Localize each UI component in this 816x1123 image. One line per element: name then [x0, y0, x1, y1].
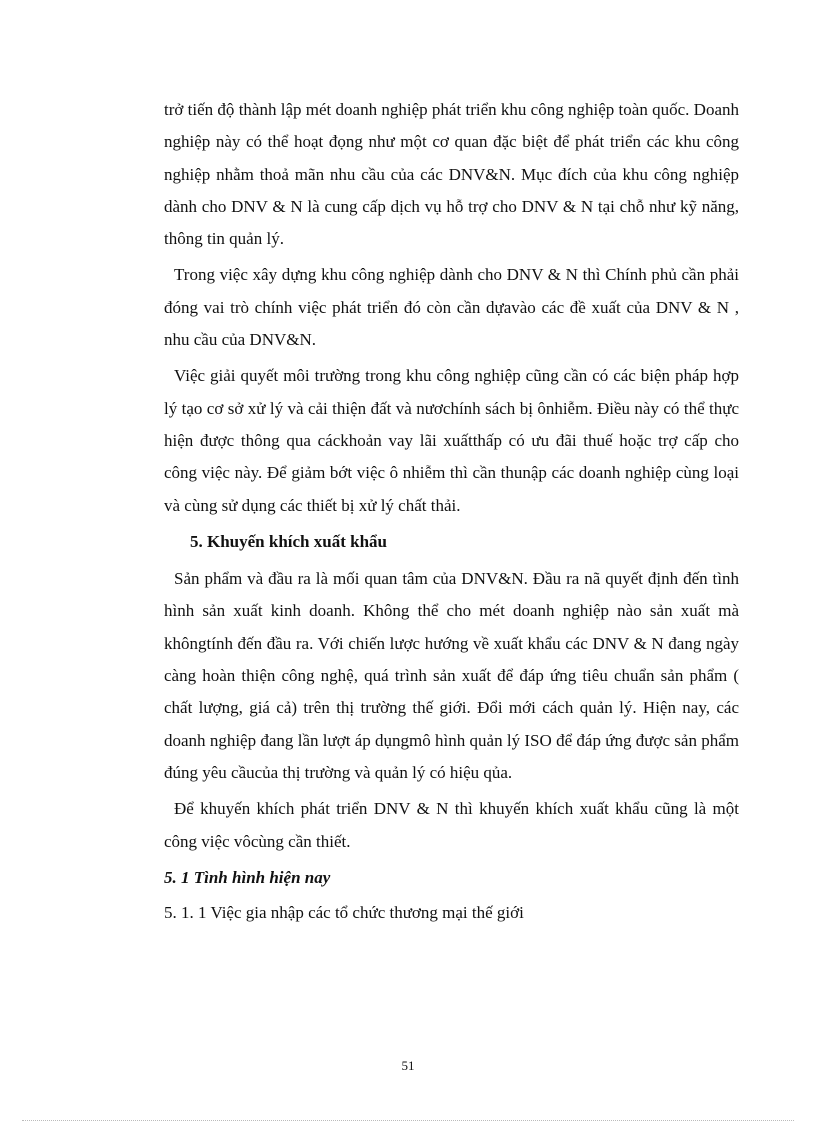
paragraph-export-encouragement: Để khuyến khích phát triển DNV & N thì khuyến khích xuất khẩu cũng là một công việc vôcùng cần thiết.: [164, 799, 739, 851]
paragraph-products-output: Sản phẩm và đầu ra là mối quan tâm của DNV&N. Đầu ra nã quyết định đến tình hình sản xuất kinh doanh. Không thể cho mét doanh nghiệp nào sản xuất mà khôngtính đến đầu ra. Với chiến lược hướng về xuất khẩu các DNV & N đang ngày càng hoàn thiện công nghệ, quá trình sản xuất để đáp ứng tiêu chuẩn sản phẩm ( chất lượng, giá cả) trên thị trường thế giới. Đổi mới cách quản lý. Hiện nay, các doanh nghiệp đang lần lượt áp dụngmô hình quản lý ISO để đáp ứng được sản phẩm đúng yêu cầucủa thị trường và quản lý có hiệu qủa.: [164, 569, 739, 782]
body-text: [164, 94, 739, 929]
page-bottom-divider: [22, 1120, 794, 1121]
paragraph-continuation: trở tiến độ thành lập mét doanh nghiệp phát triển khu công nghiệp toàn quốc. Doanh nghiệp này có thể hoạt đọng như một cơ quan đặc biệt để phát triển các khu công nghiệp nhằm thoả mãn nhu cầu của các DNV&N. Mục đích của khu công nghiệp dành cho DNV & N là cung cấp dịch vụ hỗ trợ cho DNV & N tại chỗ như kỹ năng, thông tin quản lý.: [164, 100, 739, 249]
section-heading: 5. Khuyến khích xuất khẩu: [190, 531, 387, 551]
paragraph-environment: Việc giải quyết môi trường trong khu công nghiệp cũng cần có các biện pháp hợp lý tạo cơ sở xử lý và cải thiện đất và nươchính sách bị ônhiễm. Điều này có thể thực hiện được thông qua cáckhoản vay lãi xuấtthấp có ưu đãi thuế hoặc trợ cấp cho công việc này. Để giảm bớt việc ô nhiễm thì cần thunập các doanh nghiệp cùng loại và cùng sử dụng các thiết bị xử lý chất thải.: [164, 366, 739, 515]
paragraph-government-role: Trong việc xây dựng khu công nghiệp dành cho DNV & N thì Chính phủ cần phải đóng vai trò chính việc phát triển đó còn cần dựavào các đề xuất của DNV & N , nhu cầu của DNV&N.: [164, 265, 739, 350]
page-number: 51: [401, 1058, 415, 1073]
subsubsection-line: 5. 1. 1 Việc gia nhập các tổ chức thương mại thế giới: [164, 903, 524, 923]
subsection-heading: 5. 1 Tình hình hiện nay: [164, 867, 331, 887]
